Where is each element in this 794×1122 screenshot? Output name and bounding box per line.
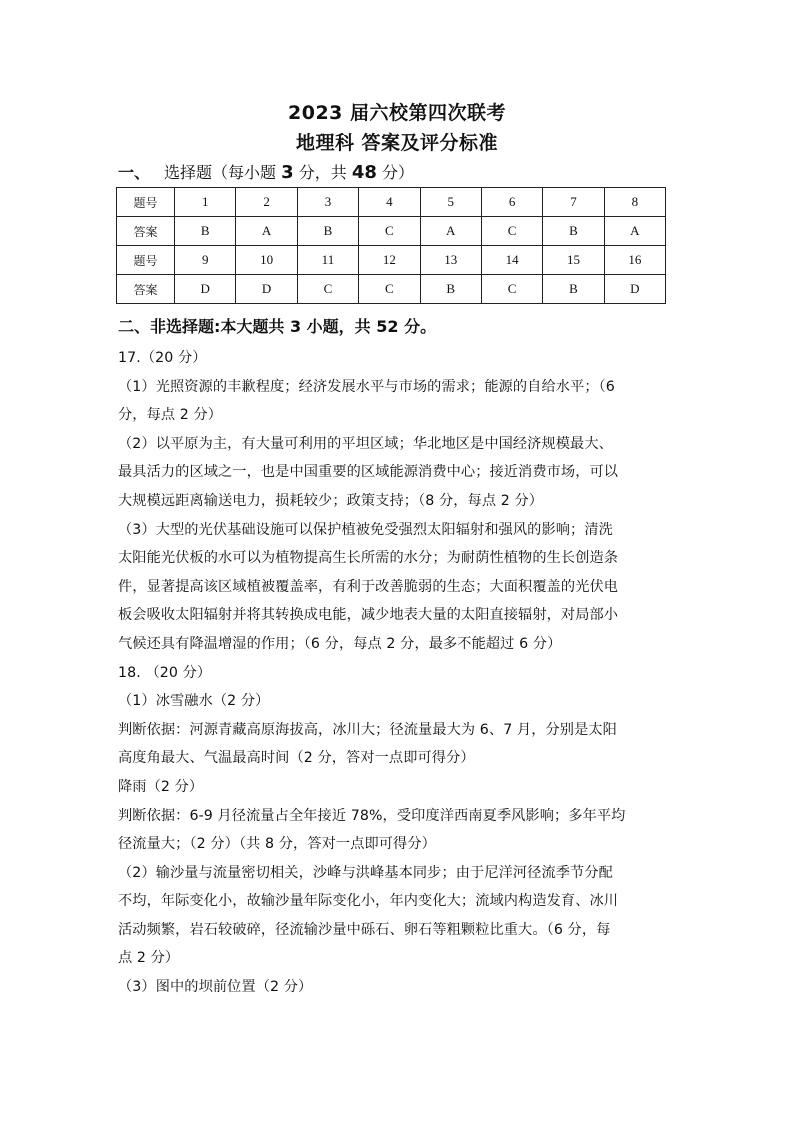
answer-line: 最具活力的区域之一，也是中国重要的区域能源消费中心；接近消费市场，可以 <box>118 464 619 481</box>
table-row <box>117 246 666 275</box>
answer-body <box>118 344 686 1002</box>
table-row <box>117 217 666 246</box>
table-cell: 15 <box>543 246 604 275</box>
answer-line: 活动频繁，岩石较破碎，径流输沙量中砾石、卵石等粗颗粒比重大。（6 分，每 <box>118 921 611 938</box>
section-2-heading: 二、非选择题:本大题共 3 小题，共 52 分。 <box>118 317 437 336</box>
q18-heading: 18. （20 分） <box>118 664 212 681</box>
answer-line: 分，每点 2 分） <box>118 407 223 424</box>
section-1-text-c: 分） <box>376 163 414 182</box>
table-cell: B <box>543 275 604 304</box>
row-label: 答案 <box>117 217 175 246</box>
answer-line: （3）图中的坝前位置（2 分） <box>118 979 313 996</box>
answer-line: 判断依据：河源青藏高原海拔高，冰川大；径流量最大为 6、7 月，分别是太阳 <box>118 721 617 738</box>
answer-line: （1）光照资源的丰歉程度；经济发展水平与市场的需求；能源的自给水平；（6 <box>118 378 615 395</box>
table-cell: C <box>297 275 358 304</box>
row-label: 答案 <box>117 275 175 304</box>
answer-line: （1）冰雪融水（2 分） <box>118 693 270 710</box>
table-row <box>117 275 666 304</box>
answer-line: 点 2 分） <box>118 950 180 967</box>
table-cell: C <box>359 217 420 246</box>
answer-line: 判断依据：6-9 月径流量占全年接近 78%，受印度洋西南夏季风影响；多年平均 <box>118 807 626 824</box>
table-cell: 7 <box>543 188 604 217</box>
answer-line: 径流量大；（2 分）（共 8 分，答对一点即可得分） <box>118 836 436 853</box>
answer-line: （2）输沙量与流量密切相关，沙峰与洪峰基本同步；由于尼洋河径流季节分配 <box>118 864 613 881</box>
section-1-points-total: 48 <box>351 162 377 183</box>
table-cell: 1 <box>175 188 236 217</box>
table-cell: 8 <box>604 188 665 217</box>
answer-line: （3）大型的光伏基础设施可以保护植被免受强烈太阳辐射和强风的影响；清洗 <box>118 521 613 538</box>
table-cell: 12 <box>359 246 420 275</box>
table-cell: 6 <box>481 188 542 217</box>
table-cell: C <box>359 275 420 304</box>
table-cell: 9 <box>175 246 236 275</box>
section-1-number: 一、 <box>118 163 151 182</box>
answer-table <box>116 187 666 304</box>
answer-line: 太阳能光伏板的水可以为植物提高生长所需的水分；为耐荫性植物的生长创造条 <box>118 550 619 567</box>
table-cell: D <box>175 275 236 304</box>
row-label: 题号 <box>117 246 175 275</box>
table-cell: B <box>543 217 604 246</box>
row-label: 题号 <box>117 188 175 217</box>
table-cell: B <box>420 275 481 304</box>
table-cell: 11 <box>297 246 358 275</box>
table-cell: A <box>604 217 665 246</box>
table-cell: B <box>297 217 358 246</box>
table-cell: D <box>236 275 297 304</box>
answer-line: 降雨（2 分） <box>118 778 204 795</box>
table-cell: A <box>420 217 481 246</box>
answer-line: 大规模远距离输送电力，损耗较少；政策支持；（8 分，每点 2 分） <box>118 492 544 509</box>
answer-line: 板会吸收太阳辐射并将其转换成电能，减少地表大量的太阳直接辐射，对局部小 <box>118 607 619 624</box>
table-cell: C <box>481 217 542 246</box>
q17-heading: 17.（20 分） <box>118 350 207 366</box>
table-cell: A <box>236 217 297 246</box>
table-cell: 14 <box>481 246 542 275</box>
exam-subtitle: 地理科 答案及评分标准 <box>295 132 499 154</box>
table-cell: 4 <box>359 188 420 217</box>
section-1-text-b: 分，共 <box>293 163 352 182</box>
table-row <box>117 188 666 217</box>
exam-title: 2023 届六校第四次联考 <box>288 102 506 124</box>
table-cell: 5 <box>420 188 481 217</box>
section-1-heading <box>118 160 414 183</box>
table-cell: 2 <box>236 188 297 217</box>
table-cell: C <box>481 275 542 304</box>
answer-line: 高度角最大、气温最高时间（2 分，答对一点即可得分） <box>118 750 475 767</box>
answer-line: 不均，年际变化小，故输沙量年际变化小，年内变化大；流域内构造发育、冰川 <box>118 893 619 910</box>
table-cell: 10 <box>236 246 297 275</box>
table-cell: 16 <box>604 246 665 275</box>
table-cell: B <box>175 217 236 246</box>
section-1-points-each: 3 <box>281 162 294 183</box>
table-cell: 13 <box>420 246 481 275</box>
answer-line: 件，显著提高该区域植被覆盖率，有利于改善脆弱的生态；大面积覆盖的光伏电 <box>118 578 619 595</box>
answer-line: 气候还具有降温增湿的作用；（6 分，每点 2 分，最多不能超过 6 分） <box>118 635 562 652</box>
answer-line: （2）以平原为主，有大量可利用的平坦区域；华北地区是中国经济规模最大、 <box>118 435 613 452</box>
section-1-text-a: 选择题（每小题 <box>164 163 282 182</box>
table-cell: D <box>604 275 665 304</box>
table-cell: 3 <box>297 188 358 217</box>
